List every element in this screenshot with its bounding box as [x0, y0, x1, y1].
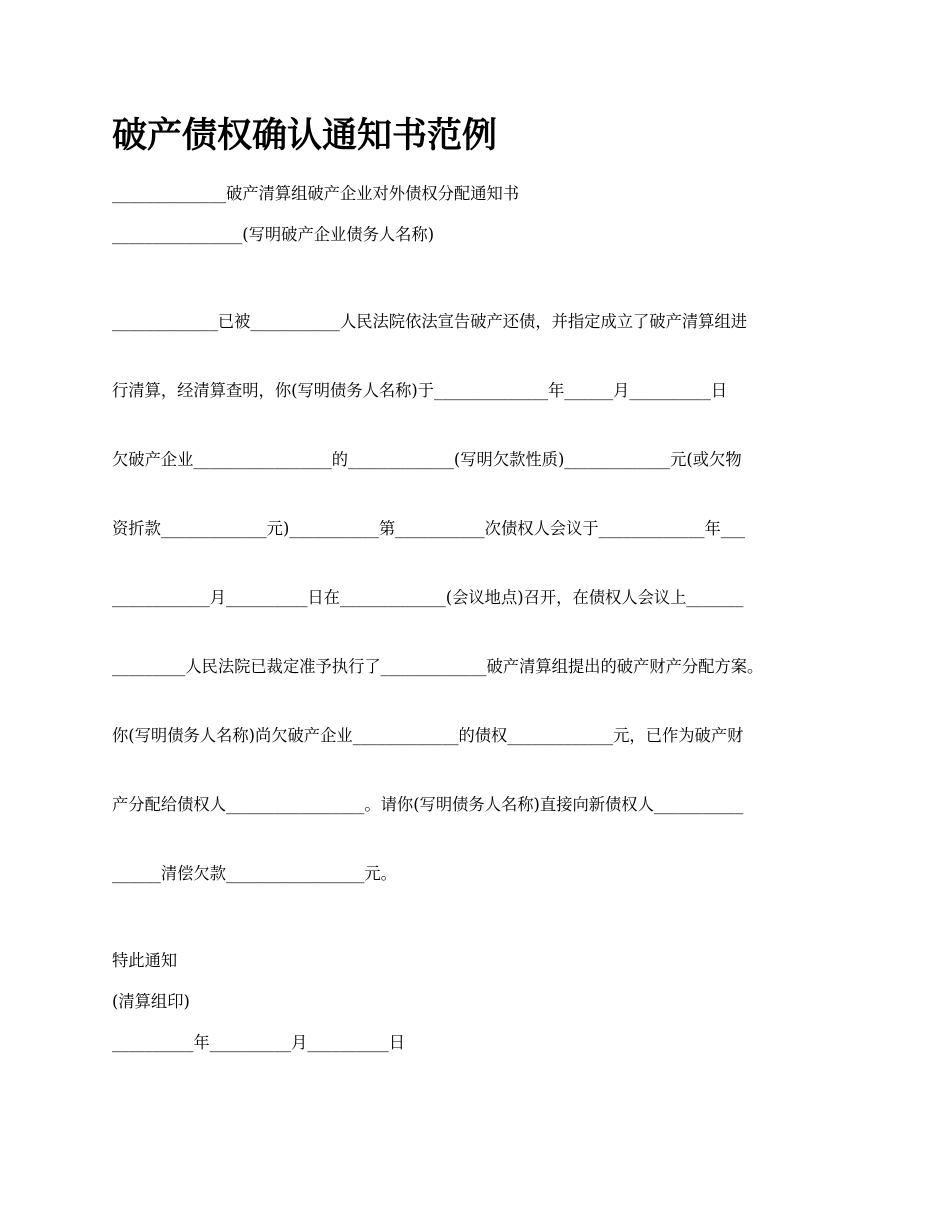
date-line: __________年__________月__________日 [112, 1033, 406, 1052]
body-line: ______清偿欠款_________________元。 [112, 864, 397, 883]
addressee-line: ________________(写明破产企业债务人名称) [112, 225, 435, 244]
seal-text: (清算组印) [112, 992, 190, 1011]
document-page [112, 112, 852, 1054]
body-line: _____________已被___________人民法院依法宣告破产还债，并指定成立了破产清算组进 [112, 312, 747, 331]
body-line: 产分配给债权人_________________。请你(写明债务人名称)直接向新债权人___________ [112, 795, 744, 814]
body-line: 你(写明债务人名称)尚欠破产企业_____________的债权_____________元，已作为破产财 [112, 726, 744, 745]
body-line: 行清算，经清算查明，你(写明债务人名称)于______________年______月__________日 [112, 381, 728, 400]
notice-heading-line: ______________破产清算组破产企业对外债权分配通知书 [112, 184, 520, 203]
document-title: 破产债权确认通知书范例 [112, 115, 498, 156]
body-line: 资折款_____________元)___________第___________次债权人会议于_____________年___ [112, 519, 746, 538]
notice-body [112, 264, 852, 931]
closing-text: 特此通知 [112, 951, 178, 970]
body-line: 欠破产企业_________________的_____________(写明欠款性质)_____________元(或欠物 [112, 450, 742, 469]
body-line: _________人民法院已裁定准予执行了_____________破产清算组提出的破产财产分配方案。 [112, 657, 764, 676]
body-line: ____________月__________日在_____________(会议地点)召开，在债权人会议上_______ [112, 588, 744, 607]
